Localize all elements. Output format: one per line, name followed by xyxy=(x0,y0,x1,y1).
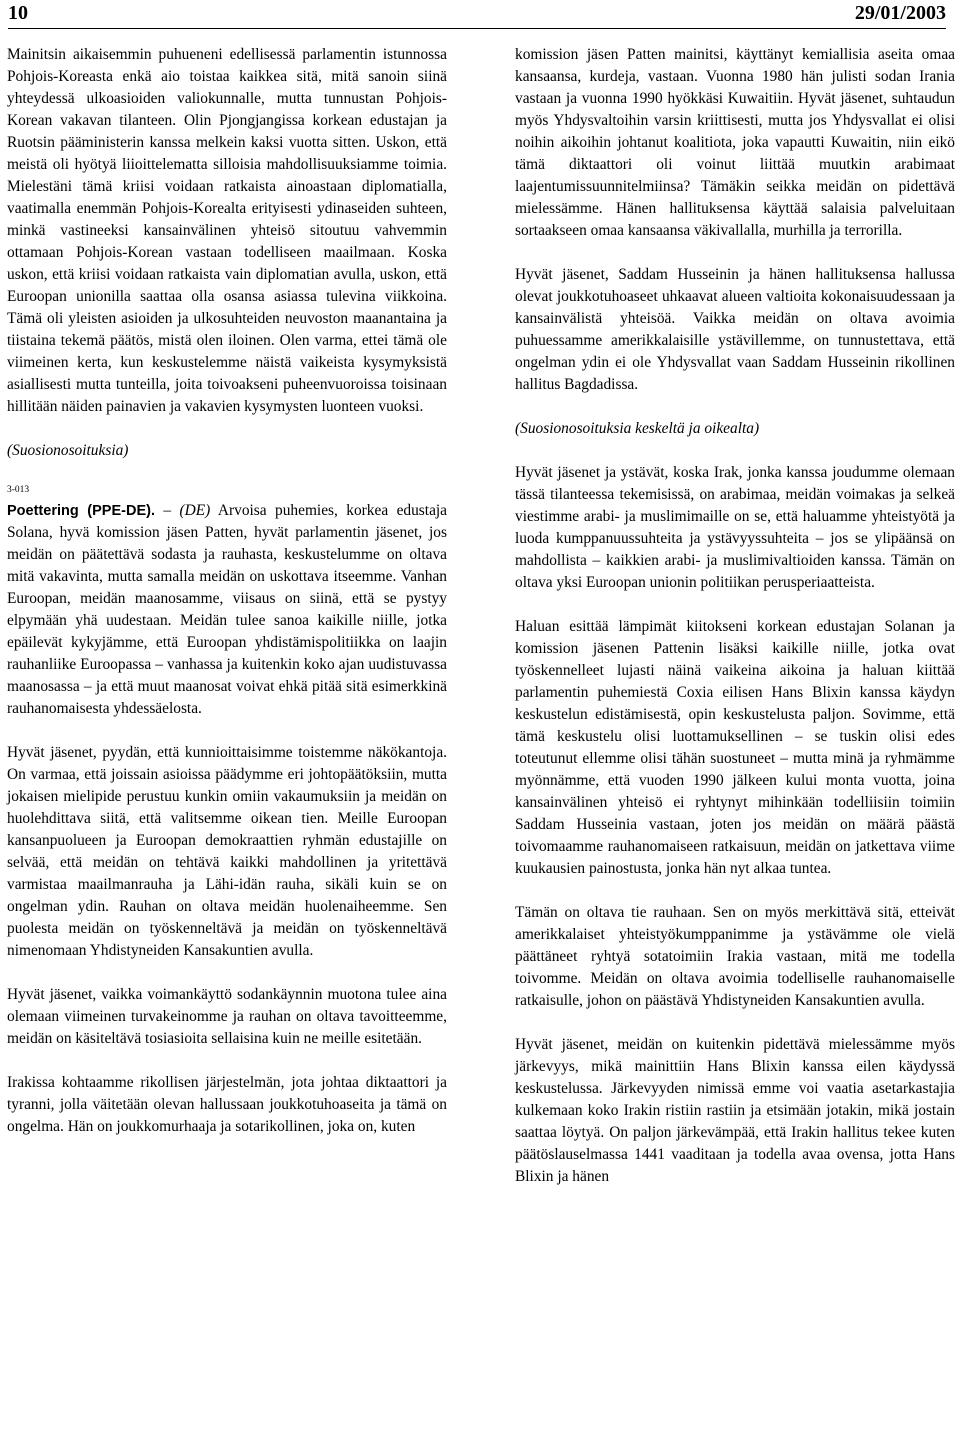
applause-note: (Suosionosoituksia) xyxy=(7,442,129,459)
speaker-name: Poettering (PPE-DE). xyxy=(7,503,155,519)
left-column xyxy=(7,44,447,1138)
speech-paragraph xyxy=(7,500,447,720)
paragraph: Mainitsin aikaisemmin puhueneni edellisessä parlamentin istunnossa Pohjois-Koreasta enkä aio toistaa kaikkea sitä, mitä sanoin siinä yhteydessä ulkoasioiden valiokunnalle, mutta tunnustan Pohjois-Korean vakavan tilanteen. Olin Pjongjangissa korkean edustajan ja Ruotsin pääministerin kanssa melkein kaksi vuotta sitten. Uskon, että meistä oli hyötyä liioittelematta silloisia mahdollisuuksiamme toimia. Mielestäni tämä kriisi voidaan ratkaista ainoastaan diplomatialla, vaatimalla enemmän Pohjois-Korealta erityisesti ydinaseiden suhteen, minkä vastineeksi kansainvälinen yhteisö sitoutuu vahvemmin ottamaan Pohjois-Korean vastaan todelliseen maailmaan. Koska uskon, että kriisi voidaan ratkaista vain diplomatian avulla, uskon, että Euroopan unionilla saattaa olla osansa asiassa tulevina viikkoina. Tämä oli yleisten asioiden ja ulkosuhteiden neuvoston maanantaina ja tiistaina tekemä päätös, mistä olen iloinen. Olen varma, ettei tämä ole viimeinen kerta, kun keskustelemme näistä vaikeista kysymyksistä asiallisesti mutta tunteilla, joita toivoakseni puheenvuoroissa toisinaan hillitään näiden painavien ja vakavien kysymysten luonteen vuoksi. xyxy=(7,46,447,415)
paragraph: komission jäsen Patten mainitsi, käyttänyt kemiallisia aseita omaa kansaansa, kurdeja, vastaan. Vuonna 1980 hän julisti sodan Irania vastaan ja vuonna 1990 hyökkäsi Kuwaitiin. Hyvät jäsenet, suhtaudun myös Yhdysvaltoihin varsin kriittisesti, mutta jos Yhdysvallat ei olisi noihin aikoihin johtanut koalitiota, joka vapautti Kuwaitin, niin eikö tämä diktaattori oli voinut liittää muutkin arabimaat laajentumissuunnitelmiinsa? Tämäkin seikka meidän on pidettävä mielessämme. Hänen hallituksensa käyttää salaisia palveluitaan sortaakseen omaa kansaansa väkivallalla, murhilla ja terrorilla. xyxy=(515,46,955,239)
right-column xyxy=(515,44,955,1188)
applause-note: (Suosionosoituksia keskeltä ja oikealta) xyxy=(515,420,760,437)
paragraph: Tämän on oltava tie rauhaan. Sen on myös merkittävä sitä, etteivät amerikkalaiset yhteistyökumppanimme ja ystävämme ole vielä päättäneet ryhtyä sotatoimiin Irakia vastaan, mitä me todella toivomme. Meidän on oltava avoimia todelliselle rauhanomaiselle ratkaisulle, johon on päästävä Yhdistyneiden Kansakuntien avulla. xyxy=(515,904,955,1009)
paragraph: Hyvät jäsenet ja ystävät, koska Irak, jonka kanssa joudumme olemaan tässä tilanteessa tekemisissä, on arabimaa, meidän voimakas ja selkeä viestimme arabi- ja muslimimaille on se, että haluamme yhteistyötä ja luoda kumppanuussuhteita ja ystävyyssuhteita – jos se ylipäänsä on mahdollista – kaikkien arabi- ja muslimivaltioiden kanssa. Tämän on oltava yksi Euroopan unionin politiikan perusperiaatteista. xyxy=(515,464,955,591)
document-date: 29/01/2003 xyxy=(854,2,946,24)
dash: – xyxy=(154,502,180,519)
speech-code: 3-013 xyxy=(7,485,30,495)
header-divider xyxy=(8,28,946,29)
speech-text: Arvoisa puhemies, korkea edustaja Solana, hyvä komission jäsen Patten, hyvät parlamentin jäsenet, jos meidän on päätettävä sodasta ja rauhasta, keskustelumme on oltava mitä vakavinta, mutta samalla meidän on uskottava itseemme. Vanhan Euroopan, meidän maanosamme, viisaus on siinä, että se pystyy elpymään yhä uudestaan. Meidän tulee sanoa kaikille niille, jotka epäilevät kykyjämme, että Euroopan yhdistämispolitiikka on laajin rauhanliike Euroopassa – vanhassa ja kuitenkin koko ajan uudistuvassa maanosassa – ja että muut maanosat voivat ehkä pitää sitä esimerkkinä rauhanomaisesta yhdessäelosta. xyxy=(7,502,448,717)
paragraph: Hyvät jäsenet, vaikka voimankäyttö sodankäynnin muotona tulee aina olemaan viimeinen turvakeinomme ja rauhan on oltava tavoitteemme, meidän on käsiteltävä tosiasioita sellaisina kuin ne meille esitetään. xyxy=(7,986,447,1047)
page-header xyxy=(8,0,946,30)
page-number: 10 xyxy=(8,2,28,24)
paragraph: Hyvät jäsenet, pyydän, että kunnioittaisimme toistemme näkökantoja. On varmaa, että joissain asioissa päädymme eri johtopäätöksiin, mutta jokaisen mielipide perustuu kunkin omiin vakaumuksiin ja meidän on huolehdittava siitä, että valitsemme oikean tien. Meille Euroopan kansanpuolueen ja Euroopan demokraattien ryhmän edustajille on selvää, että meidän on tehtävä kaikki mahdollinen ja yritettävä varmistaa maailmanrauha ja Lähi-idän rauha, sikäli kuin se on ongelman ydin. Rauhan on oltava meidän huolenaiheemme. Sen puolesta meidän on työskenneltävä ja meidän on työskenneltävä nimenomaan Yhdistyneiden Kansakuntien avulla. xyxy=(7,744,447,959)
paragraph: Irakissa kohtaamme rikollisen järjestelmän, jota johtaa diktaattori ja tyranni, jolla väitetään olevan hallussaan joukkotuhoaseita ja tämä on ongelma. Hän on joukkomurhaaja ja sotarikollinen, joka on, kuten xyxy=(7,1074,447,1135)
paragraph: Hyvät jäsenet, meidän on kuitenkin pidettävä mielessämme myös järkevyys, mikä mainittiin Hans Blixin kanssa eilen käydyssä keskustelussa. Järkevyyden nimissä emme voi vaatia asetarkastajia kulkemaan koko Irakin ristiin rastiin ja etsimään jotakin, mikä jostain saattaa löytyä. On paljon järkevämpää, että Irakin hallitus tekee kuten päätöslauselmassa 1441 vaaditaan ja todella avaa ovensa, jotta Hans Blixin ja hänen xyxy=(515,1036,955,1185)
paragraph: Haluan esittää lämpimät kiitokseni korkean edustajan Solanan ja komission jäsenen Pattenin lisäksi kaikille niille, jotka ovat työskennelleet lujasti näinä vaikeina aikoina ja haluan kiittää parlamentin puhemiestä Coxia eilisen Hans Blixin kanssa käydyn keskustelun edistämisestä, opin keskustelusta paljon. Sovimme, että tämä keskustelu olisi luottamuksellinen – se tuskin olisi edes toteutunut ellemme olisi tähän suostuneet – mutta minä ja ryhmämme myönnämme, että vuoden 1990 jälkeen kului monta vuotta, joina kansainvälinen yhteisö ei ryhtynyt mihinkään todelliisiin toimiin Saddam Husseinia vastaan, joten jos meidän on määrä päästä toivomaamme rauhanomaiseen ratkaisuun, meidän on jatkettava viime kuukausien painostusta, jonka hän nyt alkaa tuntea. xyxy=(515,618,955,877)
paragraph: Hyvät jäsenet, Saddam Husseinin ja hänen hallituksensa hallussa olevat joukkotuhoaseet uhkaavat alueen valtioita kokonaisuudessaan ja kansainvälistä yhteisöä. Vaikka meidän on oltava avoimia puhuessamme amerikkalaisille ystävillemme, on tunnustettava, että ongelman ydin ei ole Yhdysvallat vaan Saddam Husseinin rikollinen hallitus Bagdadissa. xyxy=(515,266,955,393)
language-code: (DE) xyxy=(179,502,211,519)
